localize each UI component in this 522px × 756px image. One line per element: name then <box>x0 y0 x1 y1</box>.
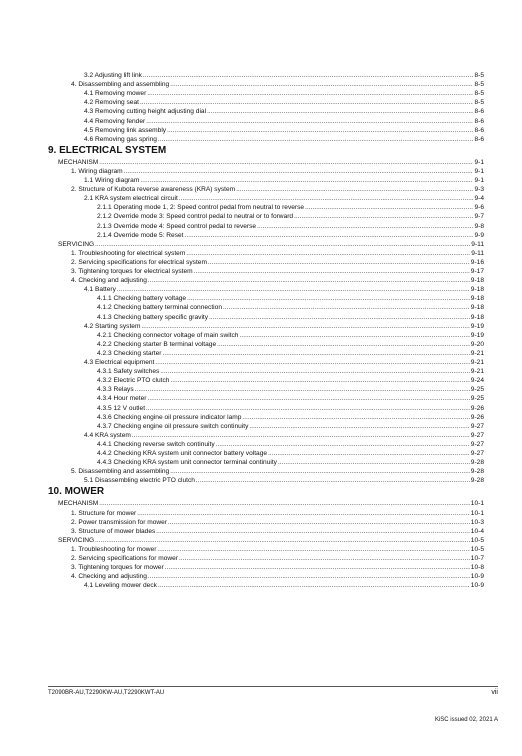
toc-entry-label: 4.3.1 Safety switches <box>97 368 160 376</box>
toc-entry-page: 9-27 <box>470 422 484 430</box>
toc-entry-label: 3. Tightening torques for electrical system <box>71 268 193 275</box>
footer-models: T2090BR-AU,T2290KW-AU,T2290KWT-AU <box>48 690 165 696</box>
toc-entry-page: 9-4 <box>474 195 484 203</box>
footer-page-number: vii <box>491 689 498 696</box>
toc-entry-page: 9-1 <box>474 158 484 166</box>
toc-entry-page: 10-9 <box>470 582 484 590</box>
toc-entry-label: 2. Servicing specifications for mower <box>71 555 179 562</box>
toc-entry-label: 5.1 Disassembling electric PTO clutch <box>84 477 195 485</box>
toc-entry[interactable] <box>84 475 484 485</box>
toc-entry-page: 9-26 <box>470 404 484 412</box>
toc-entry-page: 9-20 <box>470 340 484 348</box>
toc-entry-page: 8-5 <box>474 99 484 107</box>
toc-entry-label: 2. Servicing specifications for electrical system <box>71 258 207 266</box>
toc-entry-page: 9-21 <box>470 368 484 376</box>
toc-entry-label: 2.1.2 Override mode 3: Speed control pedal to neutral or to forward <box>97 213 294 221</box>
toc-entry-label: 4.5 Removing link assembly <box>84 126 167 134</box>
toc-entry-page: 9-25 <box>470 395 484 403</box>
toc-entry-page: 9-21 <box>470 359 484 366</box>
toc-entry-page: 9-6 <box>474 204 484 212</box>
toc-entry-label: 4. Checking and adjusting <box>71 277 147 285</box>
toc-entry-label: MECHANISM <box>58 158 99 166</box>
toc-entry-page: 9-28 <box>470 468 484 476</box>
toc-entry-label: 1. Troubleshooting for mower <box>71 545 157 553</box>
toc-entry-label: 4.2 Removing seat <box>84 99 139 107</box>
toc-entry-page: 10-1 <box>470 500 484 508</box>
toc-entry-page: 9-18 <box>470 277 484 285</box>
toc-entry-page: 9-27 <box>470 450 484 457</box>
toc-entry-label: 4.2.3 Checking starter <box>97 349 162 357</box>
toc-entry-label: 4.2.2 Checking starter B terminal voltage <box>97 340 217 348</box>
toc-entry-page: 8-6 <box>474 108 484 116</box>
toc-entry-page: 8-5 <box>474 90 484 98</box>
toc-entry-label: 4.3 Removing cutting height adjusting dial <box>84 108 207 116</box>
toc-entry-label: 4.1.1 Checking battery voltage <box>97 295 187 303</box>
toc-entry-page: 8-5 <box>474 72 484 79</box>
toc-entry-page: 9-25 <box>470 386 484 394</box>
toc-entry-label: 4.3.3 Relays <box>97 386 134 394</box>
toc-entry[interactable] <box>84 580 484 590</box>
toc-entry-page: 8-6 <box>474 117 484 125</box>
toc-entry-page: 8-6 <box>474 135 484 143</box>
toc-entry-label: 4.2 Starting system <box>84 322 141 330</box>
dot-leader <box>158 136 474 144</box>
toc-entry-label: 3. Structure of mower blades <box>71 527 156 535</box>
toc-entry-label: 4.1 Removing mower <box>84 90 147 98</box>
toc-entry-page: 9-1 <box>474 177 484 184</box>
toc-entry-page: 9-9 <box>474 231 484 239</box>
toc-entry-label: 4.2.1 Checking connector voltage of main switch <box>97 331 239 339</box>
toc-entry-page: 9-8 <box>474 222 484 230</box>
toc-entry-label: 4. Disassembling and assembling <box>71 81 170 89</box>
toc-entry-page: 10-5 <box>470 536 484 544</box>
toc-entry-label: 4. Checking and adjusting <box>71 573 147 581</box>
toc-entry-page: 10-9 <box>470 573 484 581</box>
toc-entry-page: 10-5 <box>470 545 484 553</box>
toc-entry-label: 4.3.7 Checking engine oil pressure switch continuity <box>97 422 249 430</box>
toc-entry-page: 9-1 <box>474 167 484 175</box>
toc-entry-page: 8-6 <box>474 126 484 134</box>
toc-entry[interactable] <box>84 134 484 144</box>
toc-entry-label: 1. Structure for mower <box>71 509 137 517</box>
footer-divider <box>48 686 498 687</box>
toc-entry-page: 10-1 <box>470 509 484 517</box>
toc-entry-label: 4.3 Electrical equipment <box>84 359 155 366</box>
toc-entry-page: 9-19 <box>470 322 484 330</box>
toc-entry-page: 9-28 <box>470 477 484 485</box>
toc-entry-label: 4.3.5 12 V outlet <box>97 404 146 412</box>
toc-entry-label: 4.4.3 Checking KRA system unit connector terminal continuity <box>97 459 277 467</box>
toc-entry-page: 9-7 <box>474 213 484 221</box>
toc-entry-page: 9-18 <box>470 313 484 321</box>
section-heading: 10. MOWER <box>48 486 105 498</box>
toc-entry-page: 10-3 <box>470 518 484 526</box>
toc-entry-label: 4.1.3 Checking battery specific gravity <box>97 313 209 321</box>
section-heading: 9. ELECTRICAL SYSTEM <box>48 144 167 156</box>
toc-entry-page: 9-11 <box>471 240 484 248</box>
toc-entry-page: 9-18 <box>470 304 484 312</box>
toc-entry-page: 10-4 <box>470 527 484 535</box>
toc-entry-label: 4.4 KRA system <box>84 431 131 439</box>
toc-entry-label: 4.4.1 Checking reverse switch continuity <box>97 440 215 448</box>
toc-entry-label: 4.6 Removing gas spring <box>84 135 157 143</box>
toc-entry-label: 4.3.2 Electric PTO clutch <box>97 377 170 385</box>
toc-entry-label: 1.1 Wiring diagram <box>84 177 140 184</box>
toc-entry-label: 2.1.4 Override mode 5: Reset <box>97 231 184 239</box>
toc-entry-label: 1. Wiring diagram <box>71 167 123 175</box>
toc-entry-page: 9-18 <box>470 295 484 303</box>
toc-entry-label: 3.2 Adjusting lift link <box>84 72 142 79</box>
toc-entry-page: 10-8 <box>470 564 484 572</box>
toc-entry-page: 9-3 <box>474 186 484 194</box>
toc-entry-page: 9-16 <box>470 258 484 266</box>
toc-entry-page: 9-19 <box>470 331 484 339</box>
toc-entry-label: SERVICING <box>58 536 95 544</box>
toc-entry-label: 4.1 Leveling mower deck <box>84 582 157 590</box>
toc-entry-label: 4.3.6 Checking engine oil pressure indicator lamp <box>97 413 242 421</box>
toc-entry-label: 4.4.2 Checking KRA system unit connector battery voltage <box>97 450 268 457</box>
toc-entry-label: 2. Power transmission for mower <box>71 518 168 526</box>
toc-entry-page: 9-24 <box>470 377 484 385</box>
toc-entry-page: 9-11 <box>471 249 484 257</box>
toc-entry-page: 9-27 <box>470 431 484 439</box>
toc-entry-label: 1. Troubleshooting for electrical system <box>71 249 186 257</box>
toc-entry-label: SERVICING <box>58 240 95 248</box>
toc-entry-label: 3. Tightening torques for mower <box>71 564 164 572</box>
toc-entry-page: 10-7 <box>470 555 484 562</box>
toc-entry-label: 4.1.2 Checking battery terminal connection <box>97 304 222 312</box>
toc-entry-label: 4.1 Battery <box>84 286 116 294</box>
toc-entry-label: 2.1.1 Operating mode 1, 2: Speed control pedal from neutral to reverse <box>97 204 305 212</box>
toc-entry-page: 9-18 <box>470 286 484 294</box>
toc-entry-label: 5. Disassembling and assembling <box>71 468 170 476</box>
toc-entry-page: 9-21 <box>470 349 484 357</box>
dot-leader <box>158 582 470 590</box>
toc-entry-label: MECHANISM <box>58 500 99 508</box>
toc-entry-label: 2.1.3 Override mode 4: Speed control pedal to reverse <box>97 222 257 230</box>
toc-entry-label: 4.3.4 Hour meter <box>97 395 147 403</box>
toc-entry-label: 2.1 KRA system electrical circuit <box>84 195 178 203</box>
toc-entry-label: 4.4 Removing fender <box>84 117 146 125</box>
toc-entry-page: 9-26 <box>470 413 484 421</box>
toc-entry-page: 9-27 <box>470 440 484 448</box>
toc-entry-label: 2. Structure of Kubota reverse awareness (KRA) system <box>71 186 236 194</box>
toc-entry-page: 8-5 <box>474 81 484 89</box>
toc-entry-page: 9-17 <box>470 268 484 275</box>
issued-note: KiSC issued 02, 2021 A <box>434 717 498 723</box>
dot-leader <box>196 477 470 485</box>
toc-entry-page: 9-28 <box>470 459 484 467</box>
